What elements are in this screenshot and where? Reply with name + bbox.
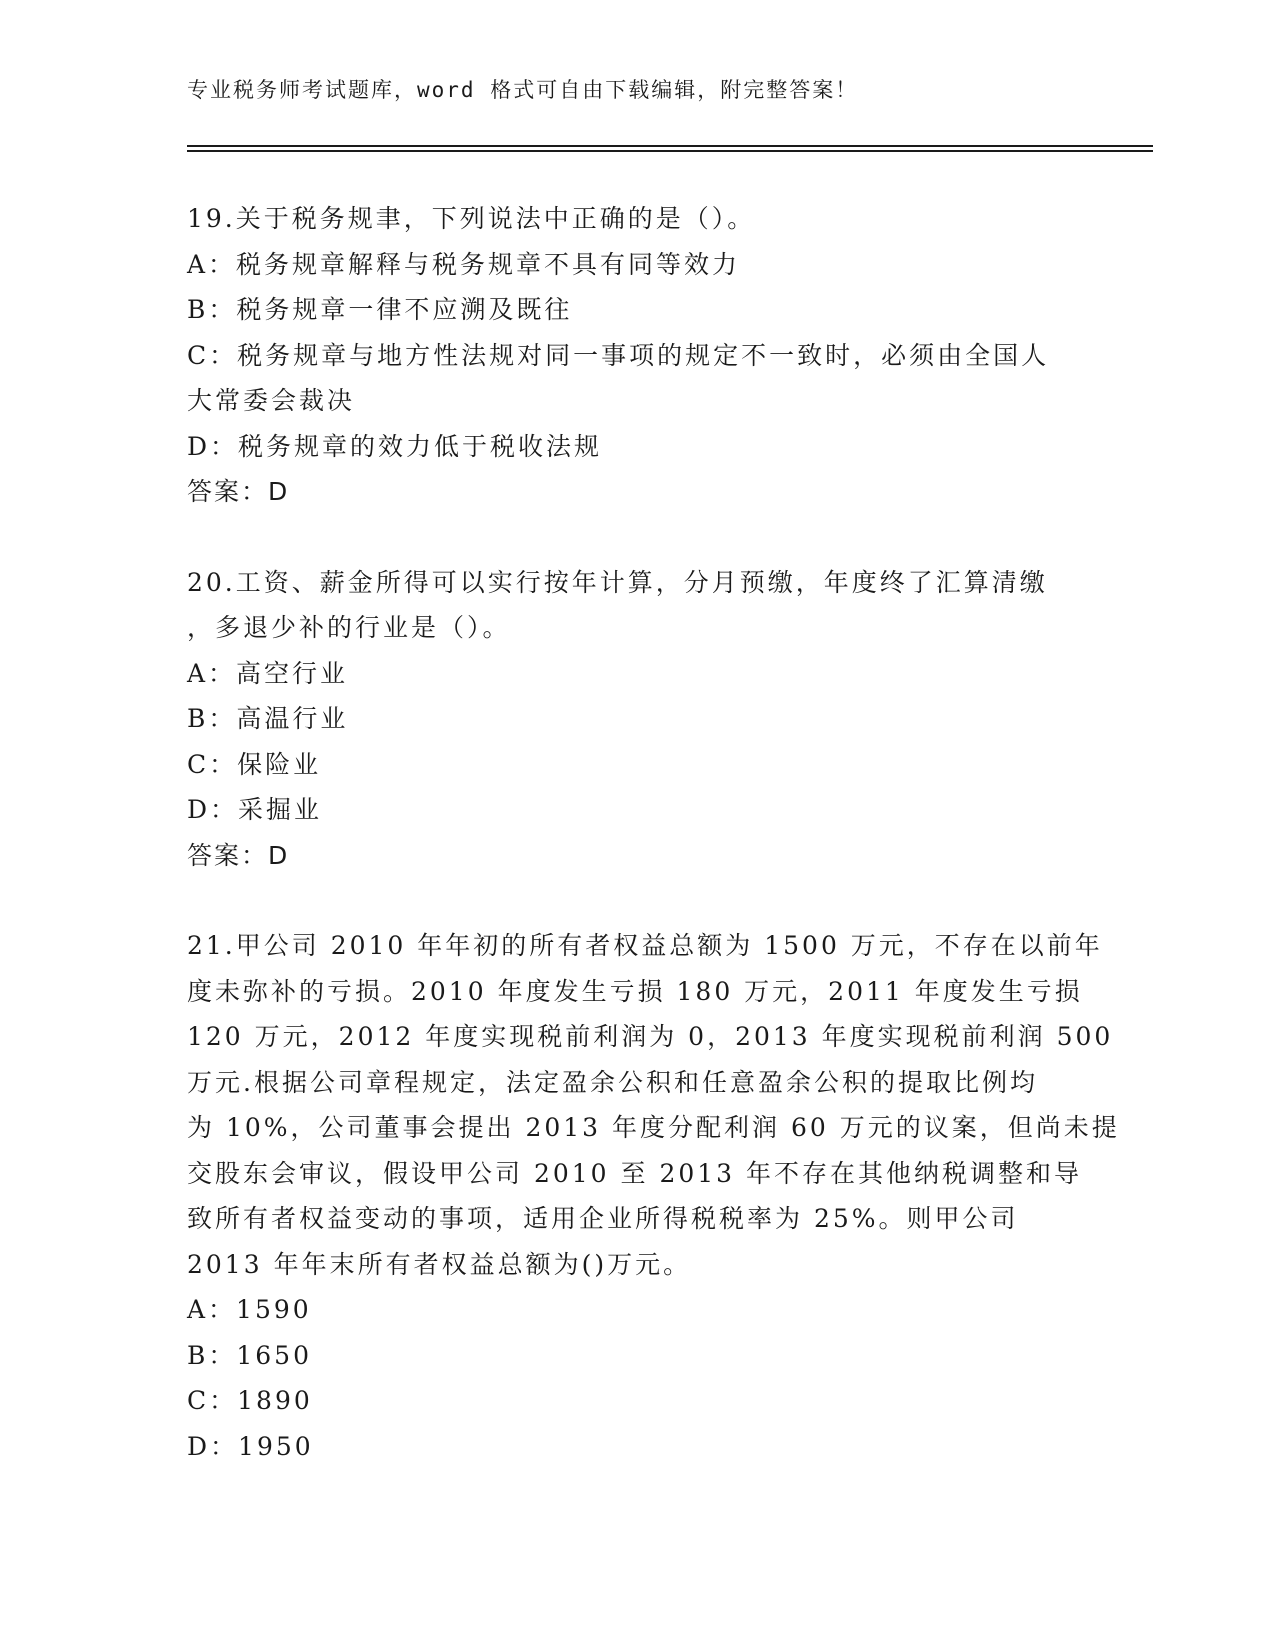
question-stem-continued: ，多退少补的行业是（）。 (187, 613, 511, 642)
option-a: A：高空行业 (187, 658, 349, 688)
option-c-continued: 大常委会裁决 (187, 386, 356, 415)
option-b: B：税务规章一律不应溯及既往 (187, 295, 573, 324)
option-d: D：1950 (187, 1431, 314, 1461)
question-19 (187, 196, 1087, 515)
question-stem: 20.工资、薪金所得可以实行按年计算，分月预缴，年度终了汇算清缴 (187, 567, 1048, 597)
question-21 (187, 923, 1120, 1469)
option-a: A：税务规章解释与税务规章不具有同等效力 (187, 249, 741, 279)
page-header: 专业税务师考试题库，word 格式可自由下载编辑，附完整答案！ (187, 78, 859, 102)
option-d: D：税务规章的效力低于税收法规 (187, 431, 603, 461)
question-stem-line-8: 2013 年年末所有者权益总额为()万元。 (187, 1249, 692, 1279)
option-c: C：保险业 (187, 749, 322, 779)
option-b: B：高温行业 (187, 704, 349, 733)
option-b: B：1650 (187, 1340, 312, 1370)
answer-label: 答案：D (187, 840, 290, 870)
question-stem-line-2: 度未弥补的亏损。2010 年度发生亏损 180 万元，2011 年度发生亏损 (187, 976, 1083, 1006)
question-stem-line-7: 致所有者权益变动的事项，适用企业所得税税率为 25%。则甲公司 (187, 1204, 1019, 1233)
question-stem-line-5: 为 10%，公司董事会提出 2013 年度分配利润 60 万元的议案，但尚未提 (187, 1113, 1120, 1142)
question-20 (187, 560, 1087, 879)
answer-label: 答案：D (187, 477, 290, 506)
option-a: A：1590 (187, 1295, 312, 1324)
question-stem-line-6: 交股东会审议，假设甲公司 2010 至 2013 年不存在其他纳税调整和导 (187, 1158, 1083, 1188)
question-stem-line-4: 万元.根据公司章程规定，法定盈余公积和任意盈余公积的提取比例均 (187, 1067, 1038, 1097)
question-stem-line-3: 120 万元，2012 年度实现税前利润为 0，2013 年度实现税前利润 500 (187, 1022, 1114, 1051)
question-list (187, 196, 1120, 1514)
header-divider (187, 145, 1153, 152)
option-c: C：1890 (187, 1386, 313, 1415)
option-d: D：采掘业 (187, 795, 323, 824)
option-c: C：税务规章与地方性法规对同一事项的规定不一致时，必须由全国人 (187, 340, 1050, 370)
question-stem: 21.甲公司 2010 年年初的所有者权益总额为 1500 万元，不存在以前年 (187, 931, 1103, 960)
question-stem: 19.关于税务规聿，下列说法中正确的是（）。 (187, 204, 756, 233)
